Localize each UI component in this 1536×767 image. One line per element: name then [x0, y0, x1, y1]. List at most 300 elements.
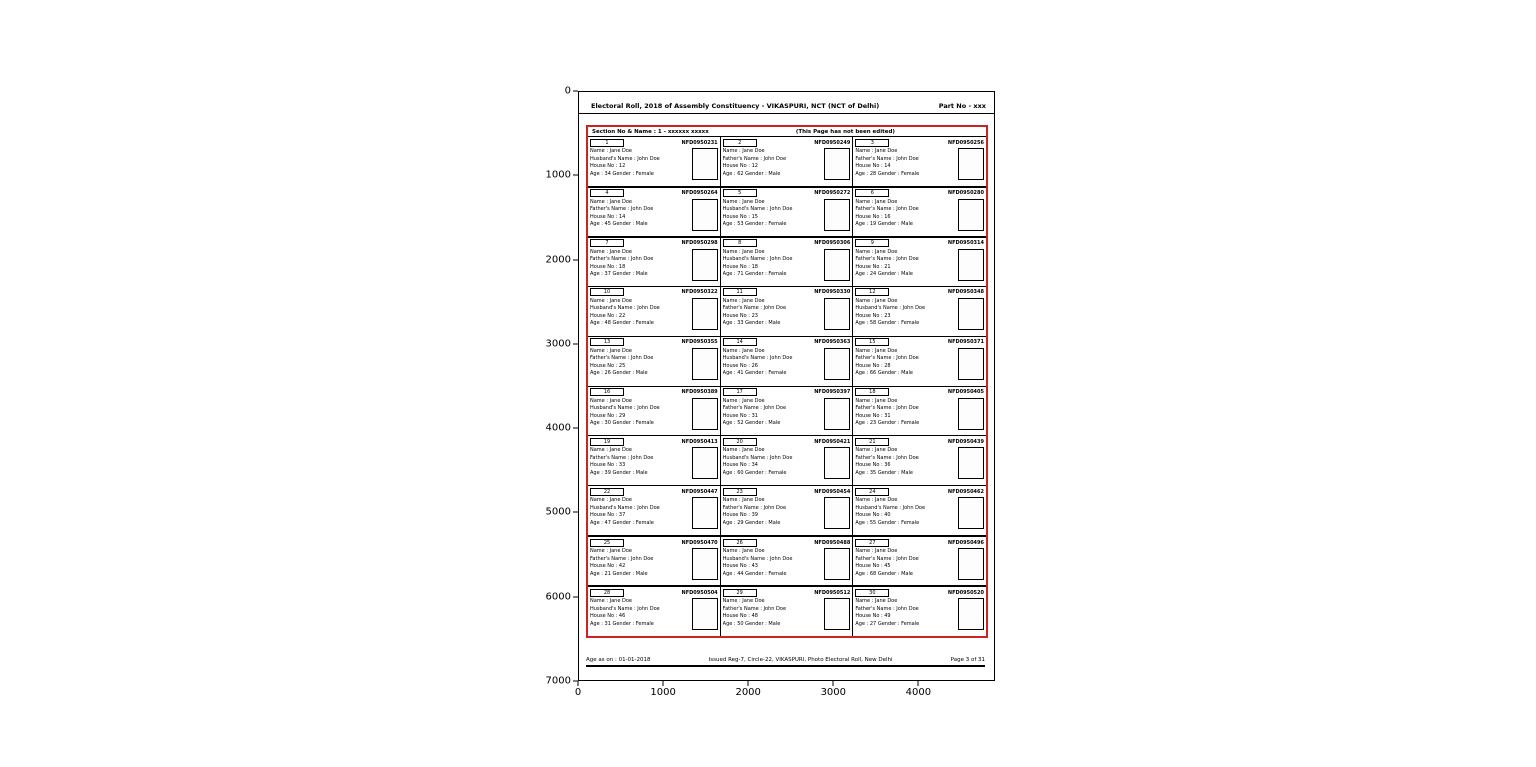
voter-name-line: Name : Jane Doe — [722, 397, 765, 404]
epic-number: NFD0950264 — [681, 190, 718, 197]
photo-box — [958, 398, 984, 430]
house-line: House No : 23 — [722, 312, 758, 319]
epic-number: NFD0950272 — [814, 190, 851, 197]
voter-card-body — [590, 497, 718, 534]
voter-card-header — [855, 588, 984, 597]
voter-fields — [855, 398, 956, 435]
voter-card-header — [855, 437, 984, 446]
voter-name-line: Name : Jane Doe — [590, 447, 632, 454]
house-line: House No : 42 — [590, 563, 626, 570]
photo-box — [824, 199, 850, 231]
voter-card-body — [855, 298, 984, 335]
voter-card — [853, 337, 986, 387]
voter-card-body — [723, 447, 851, 484]
serial-number: 15 — [855, 338, 889, 346]
house-line: House No : 31 — [722, 412, 758, 419]
relation-line: Husband's Name : John Doe — [722, 256, 793, 263]
x-tick-label: 3000 — [820, 687, 847, 698]
voter-fields — [723, 348, 823, 385]
age-gender-line: Age : 45 Gender : Male — [590, 221, 648, 228]
serial-number: 5 — [723, 189, 757, 197]
voter-name-line: Name : Jane Doe — [722, 347, 765, 354]
epic-number: NFD0950371 — [947, 339, 984, 346]
document-header — [579, 92, 994, 114]
age-gender-line: Age : 30 Gender : Female — [590, 420, 654, 426]
voter-card — [853, 586, 986, 636]
serial-number: 10 — [590, 288, 624, 296]
voter-fields — [855, 348, 956, 385]
voter-fields — [590, 148, 690, 185]
house-line: House No : 31 — [855, 412, 891, 419]
voter-card-body — [590, 348, 718, 385]
photo-box — [692, 548, 718, 580]
voter-name-line: Name : Jane Doe — [722, 198, 765, 205]
voter-fields — [723, 298, 823, 335]
serial-number: 13 — [590, 338, 624, 346]
voter-card-body — [723, 348, 851, 385]
voter-card-header — [723, 388, 851, 397]
relation-line: Father's Name : John Doe — [590, 206, 654, 213]
photo-box — [824, 548, 850, 580]
voter-card — [853, 436, 986, 486]
relation-line: Father's Name : John Doe — [855, 155, 919, 162]
serial-number: 14 — [723, 338, 757, 346]
house-line: House No : 33 — [590, 462, 626, 469]
y-tick-label: 0 — [564, 85, 571, 97]
voter-fields — [855, 447, 956, 484]
x-tick-mark — [833, 681, 834, 686]
age-gender-line: Age : 71 Gender : Female — [722, 271, 787, 278]
age-gender-line: Age : 24 Gender : Male — [855, 271, 913, 278]
house-line: House No : 49 — [855, 613, 891, 620]
age-gender-line: Age : 34 Gender : Female — [590, 170, 654, 177]
y-tick-label: 5000 — [545, 506, 571, 518]
voter-card-header — [590, 538, 718, 547]
voter-card — [721, 486, 854, 536]
voter-fields — [723, 497, 823, 534]
age-gender-line: Age : 33 Gender : Male — [722, 320, 781, 327]
house-line: House No : 22 — [590, 312, 626, 319]
voter-grid — [588, 137, 986, 636]
photo-box — [958, 348, 984, 380]
voter-card — [721, 436, 854, 486]
photo-box — [692, 447, 718, 479]
serial-number: 17 — [723, 388, 757, 396]
epic-number: NFD0950231 — [681, 139, 718, 146]
voter-card-body — [723, 548, 851, 584]
voter-fields — [723, 148, 823, 185]
voter-name-line: Name : Jane Doe — [722, 497, 765, 504]
voter-card — [588, 486, 721, 536]
age-gender-line: Age : 48 Gender : Female — [590, 320, 654, 327]
voter-name-line: Name : Jane Doe — [855, 447, 898, 454]
voter-card-body — [590, 398, 718, 435]
serial-number: 20 — [723, 438, 757, 446]
voter-fields — [590, 298, 690, 335]
epic-number: NFD0950454 — [814, 488, 851, 495]
voter-card — [853, 486, 986, 536]
voter-name-line: Name : Jane Doe — [722, 548, 765, 555]
document-footer — [586, 656, 985, 664]
voter-card-header — [855, 388, 984, 397]
voter-fields — [723, 447, 823, 484]
house-line: House No : 15 — [722, 213, 758, 220]
age-gender-line: Age : 66 Gender : Male — [855, 370, 913, 377]
photo-box — [692, 348, 718, 380]
voter-fields — [590, 548, 690, 584]
epic-number: NFD0950322 — [681, 289, 718, 296]
voter-card — [853, 187, 986, 237]
house-line: House No : 39 — [722, 512, 758, 519]
house-line: House No : 36 — [855, 462, 891, 469]
age-gender-line: Age : 47 Gender : Female — [590, 519, 654, 526]
y-tick-mark — [573, 512, 578, 513]
voter-fields — [723, 598, 823, 635]
voter-fields — [855, 148, 956, 185]
y-tick-label: 4000 — [545, 422, 571, 434]
y-tick-label: 1000 — [545, 169, 571, 181]
voter-card-body — [723, 148, 851, 185]
voter-card — [721, 586, 854, 636]
voter-fields — [855, 298, 956, 335]
relation-line: Husband's Name : John Doe — [590, 305, 660, 312]
epic-number: NFD0950256 — [947, 139, 984, 146]
voter-card-header — [590, 437, 718, 446]
voter-fields — [855, 497, 956, 534]
relation-line: Father's Name : John Doe — [722, 305, 787, 312]
relation-line: Husband's Name : John Doe — [722, 206, 793, 213]
voter-fields — [590, 199, 690, 235]
house-line: House No : 12 — [722, 163, 758, 169]
epic-number: NFD0950363 — [814, 339, 851, 346]
voter-card-body — [590, 447, 718, 484]
age-gender-line: Age : 62 Gender : Male — [722, 170, 781, 177]
house-line: House No : 18 — [590, 263, 626, 270]
epic-number: NFD0950462 — [947, 488, 984, 495]
voter-fields — [723, 398, 823, 435]
x-tick-label: 2000 — [735, 687, 761, 698]
voter-card — [588, 536, 721, 586]
x-tick-mark — [663, 681, 664, 686]
relation-line: Father's Name : John Doe — [855, 206, 919, 213]
photo-box — [824, 447, 850, 479]
voter-card — [588, 237, 721, 287]
serial-number: 19 — [590, 438, 624, 446]
voter-card-header — [590, 288, 718, 297]
age-gender-line: Age : 50 Gender : Male — [722, 620, 781, 627]
epic-number: NFD0950314 — [947, 240, 984, 247]
relation-line: Father's Name : John Doe — [722, 155, 787, 162]
house-line: House No : 14 — [855, 163, 891, 169]
voter-card-body — [855, 548, 984, 584]
house-line: House No : 16 — [855, 213, 891, 220]
relation-line: Father's Name : John Doe — [590, 256, 654, 263]
relation-line: Father's Name : John Doe — [722, 405, 787, 411]
voter-name-line: Name : Jane Doe — [590, 548, 632, 555]
age-gender-line: Age : 58 Gender : Female — [855, 320, 920, 327]
x-tick-mark — [748, 681, 749, 686]
epic-number: NFD0950470 — [681, 539, 718, 546]
voter-name-line: Name : Jane Doe — [590, 248, 632, 255]
relation-line: Father's Name : John Doe — [855, 355, 919, 362]
photo-box — [824, 298, 850, 330]
voter-fields — [855, 249, 956, 285]
voter-card — [853, 237, 986, 287]
serial-number: 2 — [723, 139, 757, 147]
age-gender-line: Age : 68 Gender : Male — [855, 570, 913, 577]
x-tick-label: 4000 — [905, 687, 932, 698]
roll-title: Electoral Roll, 2018 of Assembly Constituency - VIKASPURI, NCT (NCT of Delhi) — [591, 102, 880, 110]
age-gender-line: Age : 23 Gender : Female — [855, 420, 920, 426]
serial-number: 22 — [590, 488, 624, 496]
voter-name-line: Name : Jane Doe — [590, 497, 632, 504]
age-gender-line: Age : 52 Gender : Male — [722, 420, 781, 426]
relation-line: Father's Name : John Doe — [722, 605, 787, 612]
voter-card-body — [855, 398, 984, 435]
epic-number: NFD0950397 — [814, 389, 851, 395]
voter-name-line: Name : Jane Doe — [855, 297, 898, 304]
house-line: House No : 29 — [590, 412, 626, 419]
voter-card-header — [723, 538, 851, 547]
relation-line: Husband's Name : John Doe — [590, 405, 660, 411]
serial-number: 4 — [590, 189, 624, 197]
voter-card — [588, 586, 721, 636]
voter-name-line: Name : Jane Doe — [855, 548, 898, 555]
relation-line: Husband's Name : John Doe — [590, 504, 660, 511]
epic-number: NFD0950348 — [947, 289, 984, 296]
relation-line: Husband's Name : John Doe — [855, 504, 926, 511]
voter-card-body — [723, 497, 851, 534]
y-tick-label: 7000 — [545, 675, 571, 687]
epic-number: NFD0950280 — [947, 190, 984, 197]
relation-line: Father's Name : John Doe — [855, 256, 919, 263]
epic-number: NFD0950447 — [681, 488, 718, 495]
photo-box — [958, 447, 984, 479]
voter-card-header — [590, 338, 718, 347]
y-tick-mark — [573, 428, 578, 429]
relation-line: Father's Name : John Doe — [855, 454, 919, 461]
house-line: House No : 14 — [590, 213, 626, 220]
epic-number: NFD0950439 — [947, 438, 984, 445]
voter-card — [853, 536, 986, 586]
age-gender-line: Age : 28 Gender : Female — [855, 170, 920, 177]
footer-center: Issued Reg-7, Circle-22, VIKASPURI, Photo Electoral Roll, New Delhi — [708, 657, 893, 663]
age-gender-line: Age : 35 Gender : Male — [855, 469, 913, 476]
voter-card-header — [723, 288, 851, 297]
epic-number: NFD0950512 — [814, 589, 851, 596]
part-number: Part No - xxx — [938, 102, 986, 110]
voter-card-body — [855, 447, 984, 484]
voter-name-line: Name : Jane Doe — [722, 598, 765, 605]
age-gender-line: Age : 26 Gender : Male — [590, 370, 648, 377]
voter-card-header — [855, 487, 984, 496]
voter-card-header — [590, 239, 718, 248]
voter-name-line: Name : Jane Doe — [855, 248, 898, 255]
voter-name-line: Name : Jane Doe — [855, 347, 898, 354]
voter-card-header — [855, 288, 984, 297]
voter-card-body — [855, 497, 984, 534]
voter-name-line: Name : Jane Doe — [855, 598, 898, 605]
voter-fields — [723, 249, 823, 285]
epic-number: NFD0950405 — [947, 389, 984, 395]
y-tick-mark — [573, 596, 578, 597]
serial-number: 11 — [723, 288, 757, 296]
house-line: House No : 25 — [590, 362, 626, 369]
relation-line: Father's Name : John Doe — [855, 405, 919, 411]
relation-line: Father's Name : John Doe — [590, 355, 654, 362]
voter-card — [588, 187, 721, 237]
photo-box — [958, 548, 984, 580]
serial-number: 21 — [855, 438, 889, 446]
footer-rule — [586, 665, 985, 667]
voter-fields — [723, 548, 823, 584]
photo-box — [824, 497, 850, 529]
epic-number: NFD0950496 — [947, 539, 984, 546]
voter-card — [721, 287, 854, 337]
voter-card — [721, 536, 854, 586]
voter-fields — [590, 598, 690, 635]
photo-box — [692, 249, 718, 281]
voter-card-header — [855, 338, 984, 347]
photo-box — [692, 298, 718, 330]
page-indicator: Page 3 of 31 — [950, 657, 985, 663]
age-gender-line: Age : 19 Gender : Male — [855, 221, 913, 228]
voter-card-header — [855, 538, 984, 547]
voter-card-body — [855, 249, 984, 285]
document-page — [578, 91, 995, 681]
voter-name-line: Name : Jane Doe — [722, 447, 765, 454]
house-line: House No : 43 — [722, 563, 758, 570]
voter-name-line: Name : Jane Doe — [722, 248, 765, 255]
voter-card-body — [590, 199, 718, 235]
voter-card-body — [723, 199, 851, 235]
epic-number: NFD0950488 — [814, 539, 851, 546]
house-line: House No : 26 — [722, 362, 758, 369]
epic-number: NFD0950421 — [814, 438, 851, 445]
voter-fields — [855, 199, 956, 235]
photo-box — [692, 148, 718, 180]
voter-name-line: Name : Jane Doe — [590, 297, 632, 304]
epic-number: NFD0950504 — [681, 589, 718, 596]
relation-line: Father's Name : John Doe — [590, 555, 654, 562]
relation-line: Husband's Name : John Doe — [590, 605, 660, 612]
voter-card — [588, 137, 721, 187]
voter-name-line: Name : Jane Doe — [855, 497, 898, 504]
voter-fields — [590, 249, 690, 285]
y-tick-mark — [573, 259, 578, 260]
relation-line: Father's Name : John Doe — [855, 605, 919, 612]
voter-name-line: Name : Jane Doe — [855, 148, 898, 154]
y-tick-mark — [573, 175, 578, 176]
relation-line: Husband's Name : John Doe — [722, 454, 793, 461]
voter-card-header — [723, 588, 851, 597]
x-tick-label: 1000 — [650, 687, 676, 698]
serial-number: 26 — [723, 539, 757, 547]
voter-card-header — [723, 437, 851, 446]
house-line: House No : 18 — [722, 263, 758, 270]
voter-card — [588, 387, 721, 437]
voter-card-header — [590, 388, 718, 397]
serial-number: 23 — [723, 488, 757, 496]
serial-number: 12 — [855, 288, 889, 296]
voter-card-header — [855, 189, 984, 198]
photo-box — [824, 398, 850, 430]
serial-number: 16 — [590, 388, 624, 396]
relation-line: Husband's Name : John Doe — [590, 155, 660, 162]
voter-card — [721, 237, 854, 287]
relation-line: Father's Name : John Doe — [855, 555, 919, 562]
voter-card-body — [855, 199, 984, 235]
serial-number: 18 — [855, 388, 889, 396]
voter-card-header — [723, 487, 851, 496]
age-gender-line: Age : 37 Gender : Male — [590, 271, 648, 278]
photo-box — [692, 497, 718, 529]
relation-line: Husband's Name : John Doe — [722, 555, 793, 562]
age-gender-line: Age : 44 Gender : Female — [722, 570, 787, 577]
voter-name-line: Name : Jane Doe — [722, 148, 765, 154]
photo-box — [824, 249, 850, 281]
serial-number: 6 — [855, 189, 889, 197]
epic-number: NFD0950520 — [947, 589, 984, 596]
voter-name-line: Name : Jane Doe — [590, 598, 632, 605]
x-tick-mark — [578, 681, 579, 686]
epic-number: NFD0950389 — [681, 389, 718, 395]
house-line: House No : 45 — [855, 563, 891, 570]
relation-line: Husband's Name : John Doe — [855, 305, 926, 312]
epic-number: NFD0950330 — [814, 289, 851, 296]
y-tick-mark — [573, 91, 578, 92]
y-tick-label: 6000 — [545, 591, 571, 603]
house-line: House No : 34 — [722, 462, 758, 469]
voter-card-body — [855, 148, 984, 185]
age-gender-line: Age : 55 Gender : Female — [855, 519, 920, 526]
voter-fields — [590, 348, 690, 385]
age-gender-line: Age : 27 Gender : Female — [855, 620, 920, 627]
voter-name-line: Name : Jane Doe — [590, 397, 632, 404]
footer-left: Age as on : 01-01-2018 — [586, 657, 651, 663]
house-line: House No : 28 — [855, 362, 891, 369]
voter-card — [853, 387, 986, 437]
voter-card-header — [723, 138, 851, 147]
age-gender-line: Age : 31 Gender : Female — [590, 620, 654, 627]
age-gender-line: Age : 29 Gender : Male — [722, 519, 781, 526]
photo-box — [958, 199, 984, 231]
photo-box — [692, 598, 718, 630]
voter-card-body — [855, 348, 984, 385]
house-line: House No : 12 — [590, 163, 626, 169]
voter-name-line: Name : Jane Doe — [855, 397, 898, 404]
voter-card — [721, 187, 854, 237]
voter-card-body — [855, 598, 984, 635]
house-line: House No : 37 — [590, 512, 626, 519]
voter-name-line: Name : Jane Doe — [590, 198, 632, 205]
section-name: Section No & Name : 1 - xxxxxx xxxxx — [592, 128, 709, 135]
voter-card-body — [723, 298, 851, 335]
section-header — [588, 127, 986, 137]
house-line: House No : 21 — [855, 263, 891, 270]
roll-content-frame — [586, 125, 988, 638]
x-tick-mark — [918, 681, 919, 686]
epic-number: NFD0950306 — [814, 240, 851, 247]
house-line: House No : 48 — [722, 613, 758, 620]
age-gender-line: Age : 39 Gender : Male — [590, 469, 648, 476]
voter-card-body — [590, 548, 718, 584]
voter-card-body — [590, 249, 718, 285]
voter-fields — [590, 497, 690, 534]
voter-card — [853, 287, 986, 337]
voter-card-body — [723, 398, 851, 435]
voter-card-header — [590, 588, 718, 597]
